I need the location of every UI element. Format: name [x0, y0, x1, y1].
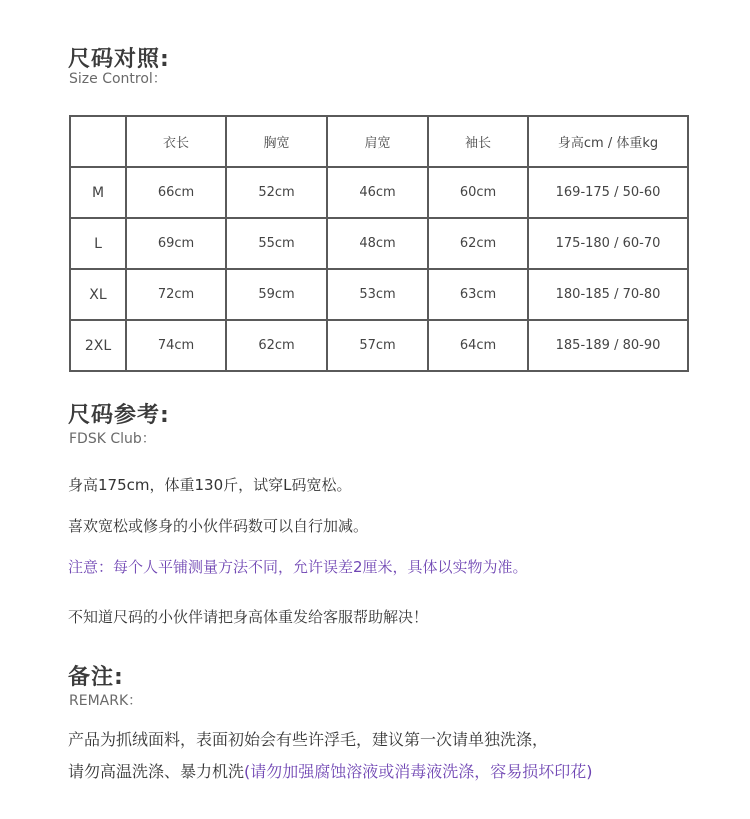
header-cell-shoulder: 肩宽: [327, 116, 428, 167]
table-cell: 48cm: [327, 218, 428, 269]
header-cell-sleeve: 袖长: [428, 116, 528, 167]
remark-title: 备注:: [68, 665, 124, 690]
table-cell: 46cm: [327, 167, 428, 218]
header-cell-corner: [70, 116, 126, 167]
size-chart-title: 尺码对照:: [68, 47, 170, 72]
remark-fabric-text: 产品为抓绒面料，表面初始会有些许浮毛，建议第一次请单独洗涤，: [68, 730, 549, 749]
size-cell: M: [70, 167, 126, 218]
table-cell: 180-185 / 70-80: [528, 269, 688, 320]
remark-subtitle: REMARK：: [69, 693, 143, 709]
size-cell: XL: [70, 269, 126, 320]
size-chart-subtitle: Size Control：: [69, 71, 167, 87]
size-reference-title: 尺码参考:: [68, 403, 170, 428]
remark-wash-warning: (请勿加强腐蚀溶液或消毒液洗涤，容易损坏印花): [244, 762, 593, 781]
table-cell: 69cm: [126, 218, 226, 269]
table-cell: 169-175 / 50-60: [528, 167, 688, 218]
table-row: [70, 218, 688, 269]
table-row: [70, 167, 688, 218]
table-cell: 66cm: [126, 167, 226, 218]
table-header-row: [70, 116, 688, 167]
table-cell: 64cm: [428, 320, 528, 371]
size-reference-subtitle: FDSK Club：: [69, 431, 156, 447]
table-cell: 55cm: [226, 218, 327, 269]
table-cell: 57cm: [327, 320, 428, 371]
table-cell: 62cm: [226, 320, 327, 371]
remark-wash-plain: 请勿高温洗涤、暴力机洗: [68, 762, 245, 781]
size-cell: 2XL: [70, 320, 126, 371]
table-cell: 72cm: [126, 269, 226, 320]
size-table: [69, 115, 689, 372]
table-row: [70, 320, 688, 371]
customer-service-text: 不知道尺码的小伙伴请把身高体重发给客服帮助解决！: [68, 608, 429, 626]
table-cell: 53cm: [327, 269, 428, 320]
reference-fit-text: 身高175cm，体重130斤，试穿L码宽松。: [68, 476, 352, 494]
table-cell: 62cm: [428, 218, 528, 269]
header-cell-length: 衣长: [126, 116, 226, 167]
table-cell: 74cm: [126, 320, 226, 371]
table-cell: 60cm: [428, 167, 528, 218]
header-cell-height-weight: 身高cm / 体重kg: [528, 116, 688, 167]
table-cell: 59cm: [226, 269, 327, 320]
table-cell: 175-180 / 60-70: [528, 218, 688, 269]
table-cell: 52cm: [226, 167, 327, 218]
table-cell: 63cm: [428, 269, 528, 320]
table-row: [70, 269, 688, 320]
measurement-note: 注意：每个人平铺测量方法不同，允许误差2厘米，具体以实物为准。: [68, 558, 528, 576]
size-cell: L: [70, 218, 126, 269]
table-cell: 185-189 / 80-90: [528, 320, 688, 371]
header-cell-chest: 胸宽: [226, 116, 327, 167]
remark-wash-text: [68, 759, 593, 782]
reference-adjust-text: 喜欢宽松或修身的小伙伴码数可以自行加减。: [68, 517, 369, 535]
